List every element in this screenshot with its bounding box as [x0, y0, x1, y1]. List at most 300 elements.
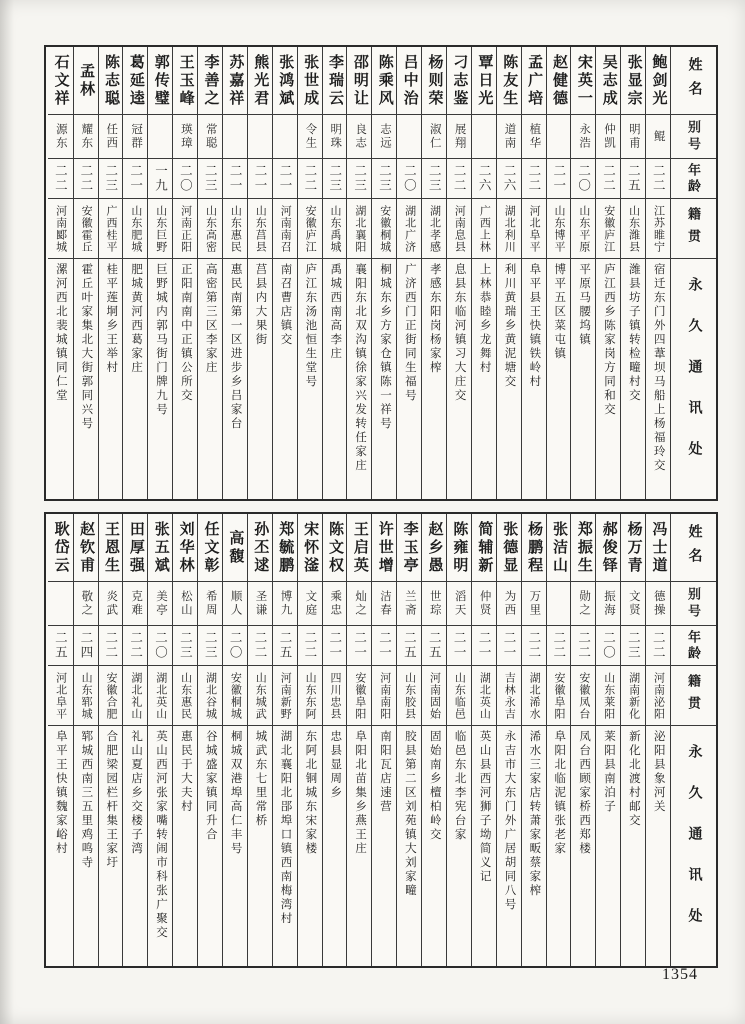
person-column [73, 514, 98, 966]
person-native-place [646, 666, 670, 726]
person-alias-text: 淑仁 [428, 123, 441, 150]
person-native-place-text: 安徽阜阳 [552, 671, 565, 720]
person-address [48, 259, 73, 499]
person-age [248, 626, 272, 666]
person-age [422, 626, 446, 666]
person-name-text: 王玉峰 [177, 53, 194, 108]
person-native-place [621, 199, 645, 259]
person-column [595, 47, 620, 499]
person-name [323, 47, 347, 115]
person-name-text: 杨万青 [625, 520, 642, 575]
header-name-label [671, 47, 716, 115]
person-alias-text: 乘忠 [329, 590, 342, 617]
person-age [347, 626, 371, 666]
person-name [621, 514, 645, 582]
person-alias [48, 582, 73, 626]
person-name [148, 47, 172, 115]
person-age-text: 二六 [477, 164, 492, 193]
person-name [273, 47, 297, 115]
person-age-text: 二一 [501, 631, 516, 660]
person-age-text: 二〇 [153, 631, 168, 660]
person-native-place-text: 安徽桐城 [378, 204, 391, 253]
header-alias-label-text: 别号 [686, 119, 701, 154]
person-native-place-text: 河南郾城 [54, 204, 67, 253]
person-name-text: 张世成 [302, 53, 319, 108]
person-name [372, 514, 396, 582]
person-address [497, 726, 521, 966]
person-name [198, 47, 222, 115]
person-alias [522, 582, 546, 626]
person-alias [99, 582, 123, 626]
person-address [646, 259, 670, 499]
person-name [99, 514, 123, 582]
header-name-label-text: 姓名 [686, 56, 702, 105]
header-age-label-text: 年龄 [686, 629, 701, 662]
person-address-text: 惠民于大夫村 [179, 730, 192, 814]
person-age [323, 159, 347, 199]
person-name [547, 514, 571, 582]
person-address [547, 726, 571, 966]
person-name [472, 47, 496, 115]
person-alias [173, 115, 197, 159]
person-alias [48, 115, 73, 159]
person-alias-text: 克难 [130, 590, 143, 617]
directory-table-top [44, 45, 718, 501]
person-name-text: 简辅新 [476, 520, 493, 575]
person-address [596, 259, 620, 499]
person-age [646, 159, 670, 199]
person-address-text: 湖北襄阳北郘埠口镇西南梅湾村 [279, 730, 292, 926]
person-name-text: 宋怀滏 [302, 520, 319, 575]
person-alias-text: 圣谦 [254, 590, 267, 617]
person-column [371, 514, 396, 966]
person-alias [472, 115, 496, 159]
person-address-text: 息县东临河镇习大庄交 [453, 263, 466, 403]
person-address-text: 庐江东汤池恒生堂号 [304, 263, 317, 389]
person-name-text: 苏嘉祥 [227, 53, 244, 108]
person-address [621, 259, 645, 499]
person-column [247, 514, 272, 966]
person-address [422, 726, 446, 966]
person-age [298, 159, 322, 199]
person-alias [273, 115, 297, 159]
person-native-place-text: 四川忠县 [328, 671, 341, 720]
person-address [472, 259, 496, 499]
directory-table-bottom [44, 512, 718, 968]
person-alias-text: 博九 [279, 590, 292, 617]
person-age-text: 二〇 [228, 631, 243, 660]
person-native-place-text: 河北阜平 [528, 204, 541, 253]
person-address-text: 永吉市大东门外广居胡同八号 [503, 730, 516, 912]
header-native-label-text: 籍贯 [686, 673, 701, 718]
person-age [74, 626, 98, 666]
person-alias-text: 源东 [54, 123, 67, 150]
person-name-text: 葛延逵 [127, 53, 144, 108]
person-name [173, 514, 197, 582]
header-column [670, 514, 716, 966]
person-age [173, 159, 197, 199]
person-alias-text: 植华 [528, 123, 541, 150]
person-age [372, 159, 396, 199]
person-address-text: 南阳瓦店速营 [379, 730, 391, 814]
person-alias-text: 敬之 [80, 590, 93, 617]
person-column [147, 514, 172, 966]
person-age-text: 二二 [302, 631, 317, 660]
person-alias [596, 582, 620, 626]
person-age-text: 二二 [302, 164, 317, 193]
person-age [472, 626, 496, 666]
header-column [670, 47, 716, 499]
person-native-place-text: 河北阜平 [54, 671, 67, 720]
scan-edge-shadow [0, 0, 14, 1024]
person-age [621, 159, 645, 199]
person-native-place [397, 666, 421, 726]
person-alias [497, 115, 521, 159]
person-age-text: 二五 [53, 631, 68, 660]
person-address-text: 广济西门正街同生福号 [403, 263, 416, 403]
person-name-text: 孙丕逑 [252, 520, 269, 575]
person-age [198, 626, 222, 666]
person-column [620, 514, 645, 966]
person-age-text: 二一 [551, 164, 566, 193]
header-alias-label [671, 582, 716, 626]
person-name [571, 47, 595, 115]
person-address [497, 259, 521, 499]
person-age-text: 二三 [203, 164, 218, 193]
person-native-place-text: 湖北襄阳 [353, 204, 366, 253]
person-age-text: 二一 [228, 164, 243, 193]
person-alias [522, 115, 546, 159]
person-address-text: 惠民南第一区进步乡吕家台 [229, 263, 242, 431]
person-address [596, 726, 620, 966]
person-native-place-text: 山东临邑 [453, 671, 466, 720]
header-native-label-text: 籍贯 [686, 206, 701, 251]
person-native-place [148, 199, 172, 259]
person-address-text: 城武东七里常桥 [254, 730, 267, 828]
person-native-place [173, 199, 197, 259]
person-alias-text: 万里 [528, 590, 541, 617]
person-age [148, 626, 172, 666]
person-name-text: 鲍剑光 [650, 53, 667, 108]
person-name-text: 刘华林 [177, 520, 194, 575]
person-address [372, 726, 396, 966]
person-age-text: 二二 [576, 631, 591, 660]
person-alias [323, 582, 347, 626]
person-address [123, 726, 147, 966]
person-name [173, 47, 197, 115]
person-age [223, 626, 247, 666]
person-address-text: 莒县内大果街 [254, 263, 267, 347]
person-address [447, 726, 471, 966]
person-name [298, 514, 322, 582]
person-name-text: 刁志鉴 [451, 53, 468, 108]
person-native-place-text: 山东高密 [204, 204, 217, 253]
person-alias [422, 582, 446, 626]
person-alias [148, 115, 172, 159]
person-address-text: 英山县西河狮子坳简义记 [478, 730, 491, 884]
person-column [222, 514, 247, 966]
person-name [223, 47, 247, 115]
person-native-place [123, 199, 147, 259]
person-native-place-text: 山东巨野 [154, 204, 167, 253]
person-column [272, 514, 297, 966]
person-address [74, 726, 98, 966]
person-native-place [298, 199, 322, 259]
person-native-place-text: 江苏睢宁 [652, 204, 665, 253]
person-native-place [223, 199, 247, 259]
person-address-text: 郓城西南三五里鸡鸣寺 [80, 730, 93, 870]
person-column [48, 47, 73, 499]
person-age [223, 159, 247, 199]
person-native-place [422, 666, 446, 726]
person-column [620, 47, 645, 499]
person-native-place [99, 199, 123, 259]
person-native-place [547, 199, 571, 259]
person-age [397, 159, 421, 199]
person-column [197, 514, 222, 966]
person-address [646, 726, 670, 966]
person-name-text: 任文彰 [202, 520, 219, 575]
person-address-text: 英山西河张家嘴转闹市科张广聚交 [154, 730, 167, 940]
person-name [74, 47, 98, 115]
person-name-text: 吕中治 [401, 53, 418, 108]
person-address [571, 259, 595, 499]
person-name-text: 张鸿斌 [277, 53, 294, 108]
person-age-text: 二四 [78, 631, 93, 660]
person-native-place-text: 河南息县 [453, 204, 466, 253]
person-column [322, 47, 347, 499]
person-address [472, 726, 496, 966]
person-name-text: 高馥 [227, 529, 244, 566]
person-alias-text: 常聪 [204, 123, 217, 150]
person-alias [74, 582, 98, 626]
person-name [397, 514, 421, 582]
person-name-text: 邵明让 [351, 53, 368, 108]
person-name [596, 514, 620, 582]
person-alias-text: 为西 [503, 590, 516, 617]
person-address [547, 259, 571, 499]
person-name [646, 47, 670, 115]
person-native-place-text: 湖南新化 [627, 671, 640, 720]
person-age-text: 二五 [402, 631, 417, 660]
header-native-label [671, 199, 716, 259]
person-name-text: 赵健德 [550, 53, 567, 108]
person-age-text: 二五 [277, 631, 292, 660]
person-alias [347, 115, 371, 159]
person-address-text: 潍县坊子镇转检疃村交 [627, 263, 640, 403]
person-address-text: 高密第三区李家庄 [204, 263, 217, 375]
person-alias [646, 582, 670, 626]
person-alias [223, 582, 247, 626]
person-address [198, 726, 222, 966]
person-column [471, 514, 496, 966]
person-alias [123, 582, 147, 626]
person-native-place-text: 山东惠民 [179, 671, 192, 720]
person-column [346, 514, 371, 966]
person-name-text: 陈文权 [326, 520, 343, 575]
person-native-place-text: 广西桂平 [104, 204, 117, 253]
person-address [173, 726, 197, 966]
person-age [472, 159, 496, 199]
person-native-place-text: 河南泌阳 [652, 671, 665, 720]
person-address-text: 新化北渡村邮交 [627, 730, 640, 828]
person-name-text: 孟林 [78, 62, 95, 99]
person-age-text: 二二 [103, 631, 118, 660]
person-address-text: 正阳南南中正镇公所交 [179, 263, 192, 403]
person-column [172, 47, 197, 499]
person-age [148, 159, 172, 199]
header-alias-label-text: 别号 [686, 586, 701, 621]
person-column [546, 514, 571, 966]
person-native-place-text: 山东莒县 [254, 204, 267, 253]
person-age-text: 二三 [377, 164, 392, 193]
person-address [422, 259, 446, 499]
person-alias-text: 冠群 [130, 123, 143, 150]
person-alias-text: 瑛璋 [179, 123, 192, 150]
header-address-label [671, 726, 716, 966]
person-column [471, 47, 496, 499]
person-name [646, 514, 670, 582]
person-name [298, 47, 322, 115]
person-age-text: 二一 [327, 631, 342, 660]
person-alias-text: 明珠 [329, 123, 342, 150]
person-name-text: 张洁山 [550, 520, 567, 575]
person-column [297, 514, 322, 966]
person-column [73, 47, 98, 499]
person-native-place-text: 湖北英山 [478, 671, 491, 720]
person-alias [547, 115, 571, 159]
person-alias [323, 115, 347, 159]
person-alias [298, 582, 322, 626]
person-name-text: 许世增 [376, 520, 393, 575]
person-age [48, 159, 73, 199]
person-native-place [273, 666, 297, 726]
person-native-place-text: 山东肥城 [129, 204, 142, 253]
person-alias [372, 115, 396, 159]
person-native-place-text: 安徽合肥 [104, 671, 117, 720]
person-address-text: 漯河西北裴城镇同仁堂 [54, 263, 67, 403]
person-alias-text: 希周 [204, 590, 217, 617]
person-native-place [447, 666, 471, 726]
person-age-text: 二三 [103, 164, 118, 193]
person-native-place-text: 山东禹城 [328, 204, 341, 253]
person-name-text: 郑毓鹏 [277, 520, 294, 575]
person-name-text: 赵乡愚 [426, 520, 443, 575]
person-native-place [223, 666, 247, 726]
person-alias-text: 滔天 [453, 590, 466, 617]
person-address [273, 259, 297, 499]
person-age-text: 二二 [253, 631, 268, 660]
person-alias [223, 115, 247, 159]
person-age-text: 二二 [526, 164, 541, 193]
person-address-text: 宿迁东门外四葦坝马船上杨福玲交 [652, 263, 665, 473]
person-age [173, 626, 197, 666]
person-alias-text: 世琮 [428, 590, 441, 617]
person-alias-text: 文庭 [304, 590, 317, 617]
person-age [273, 159, 297, 199]
person-name [223, 514, 247, 582]
person-column [521, 514, 546, 966]
person-native-place [472, 199, 496, 259]
person-alias-text: 灿之 [354, 590, 367, 617]
person-age [447, 626, 471, 666]
person-address-text: 桐城双港埠高仁丰号 [229, 730, 242, 856]
person-age-text: 二三 [178, 631, 193, 660]
person-native-place-text: 湖北礼山 [129, 671, 142, 720]
person-native-place [422, 199, 446, 259]
person-age-text: 二二 [601, 164, 616, 193]
person-native-place [248, 199, 272, 259]
person-native-place-text: 安徽霍丘 [80, 204, 93, 253]
person-alias-text: 文贤 [627, 590, 640, 617]
person-alias-text: 兰斋 [403, 590, 416, 617]
person-name [198, 514, 222, 582]
person-native-place [173, 666, 197, 726]
person-column [446, 514, 471, 966]
person-alias-text: 道南 [503, 123, 516, 150]
person-address [223, 726, 247, 966]
person-name [621, 47, 645, 115]
person-age-text: 一九 [153, 164, 168, 193]
person-address-text: 浠水三家店转萧家畈蔡家榨 [528, 730, 541, 898]
person-address-text: 胶县第二区刘苑镇大刘家疃 [403, 730, 416, 898]
person-native-place-text: 山东城武 [254, 671, 267, 720]
person-age-text: 二二 [651, 164, 666, 193]
person-age [323, 626, 347, 666]
person-alias-text: 洁春 [379, 590, 391, 617]
header-name-label [671, 514, 716, 582]
person-name-text: 宋英一 [575, 53, 592, 108]
person-address-text: 阜阳北苗集乡燕王庄 [354, 730, 367, 856]
person-age [621, 626, 645, 666]
person-age [547, 626, 571, 666]
person-address-text: 莱阳县南泊子 [603, 730, 616, 814]
person-age-text: 二三 [427, 164, 442, 193]
person-alias [621, 582, 645, 626]
person-age-text: 二二 [78, 164, 93, 193]
person-name [422, 47, 446, 115]
person-native-place [74, 199, 98, 259]
person-native-place [323, 666, 347, 726]
person-column [496, 514, 521, 966]
person-alias [298, 115, 322, 159]
person-age-text: 二一 [477, 631, 492, 660]
person-native-place-text: 山东惠民 [229, 204, 242, 253]
person-name [123, 514, 147, 582]
person-age [123, 159, 147, 199]
person-age [571, 159, 595, 199]
person-column [122, 47, 147, 499]
person-address-text: 忠县显周乡 [329, 730, 342, 800]
person-native-place [497, 666, 521, 726]
person-native-place-text: 山东平原 [577, 204, 590, 253]
person-age-text: 二五 [626, 164, 641, 193]
header-age-label-text: 年龄 [686, 162, 701, 195]
person-alias [273, 582, 297, 626]
person-address [323, 259, 347, 499]
person-address [148, 726, 172, 966]
person-alias [397, 582, 421, 626]
person-native-place [48, 199, 73, 259]
person-alias [447, 582, 471, 626]
person-address [397, 259, 421, 499]
person-native-place-text: 安徽凤台 [577, 671, 590, 720]
person-address [621, 726, 645, 966]
person-alias-text: 展翔 [453, 123, 466, 150]
person-native-place-text: 湖北浠水 [528, 671, 541, 720]
person-native-place [497, 199, 521, 259]
person-native-place [571, 199, 595, 259]
